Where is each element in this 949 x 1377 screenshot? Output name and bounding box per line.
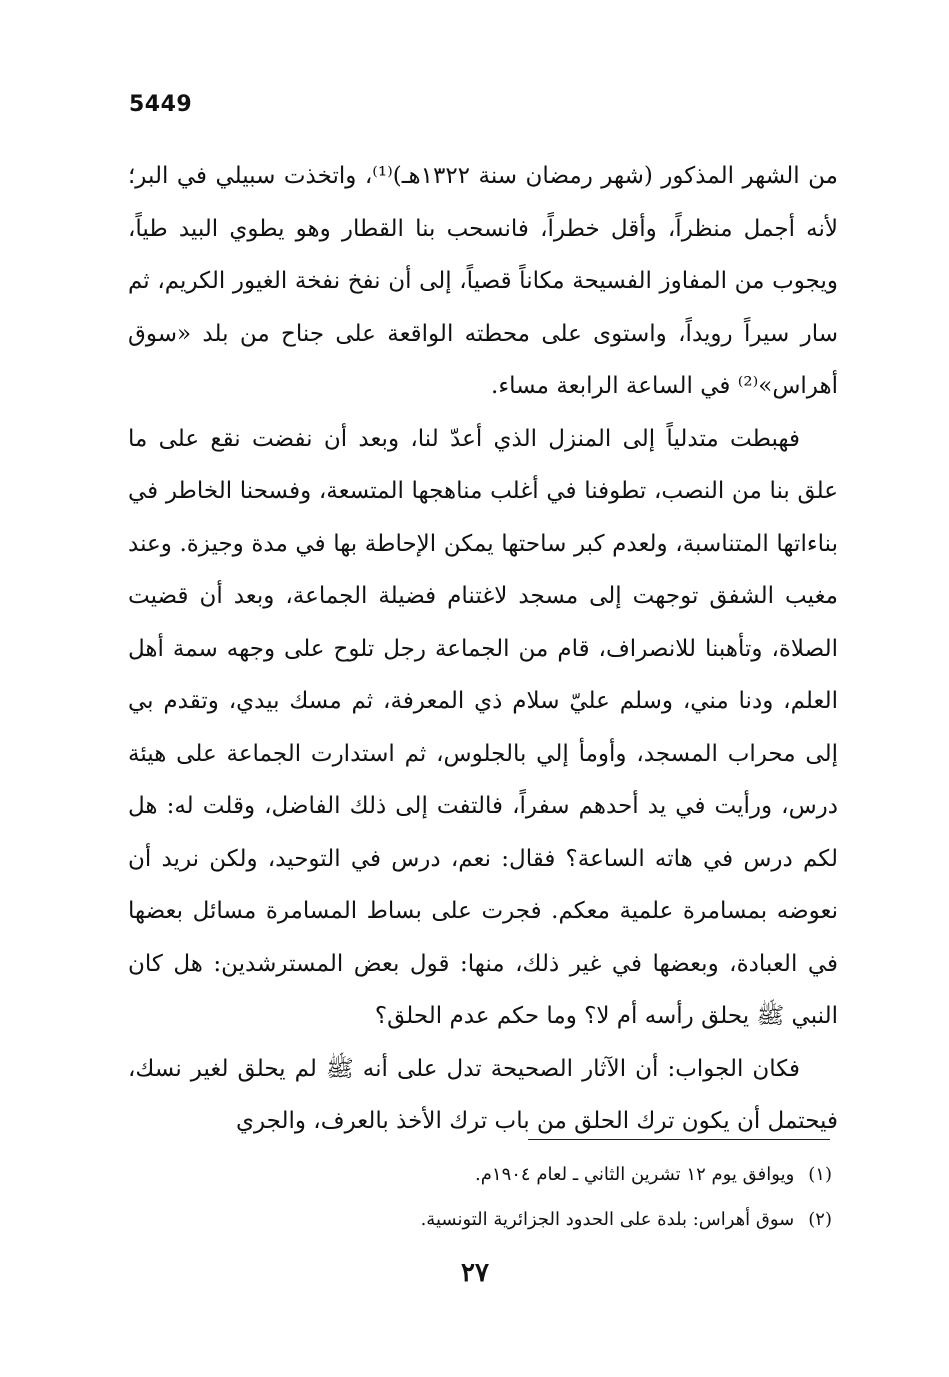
footnote-marker: (٢) [808,1209,832,1230]
page-number-top: 5449 [129,92,193,117]
footnote-text: ويوافق يوم ١٢ تشرين الثاني ـ لعام ١٩٠٤م. [475,1164,795,1185]
footnote-separator [528,1139,830,1140]
page-number-bottom: ٢٧ [461,1258,489,1288]
paragraph-2: فهبطت متدلياً إلى المنزل الذي أعدّ لنا، وبعد أن نفضت نقع على ما علق بنا من النصب، تطوفنا في أغلب مناهجها المتسعة، وفسحنا الخاطر في بناءاتها المتناسبة، ولعدم كبر ساحتها يمكن الإحاطة بها في مدة وجيزة. وعند مغيب الشفق توجهت إلى مسجد لاغتنام فضيلة الجماعة، وبعد أن قضيت الصلاة، وتأهبنا للانصراف، قام من الجماعة رجل تلوح على وجهه سمة أهل العلم، ودنا مني، وسلم عليّ سلام ذي المعرفة، ثم مسك بيدي، وتقدم بي إلى محراب المسجد، وأومأ إلي بالجلوس، ثم استدارت الجماعة على هيئة درس، ورأيت في يد أحدهم سفراً، فالتفت إلى ذلك الفاضل، وقلت له: هل لكم درس في هاته الساعة؟ فقال: نعم، درس في التوحيد، ولكن نريد أن نعوضه بمسامرة علمية معكم. فجرت على بساط المسامرة مسائل بعضها في العبادة، وبعضها في غير ذلك، منها: قول بعض المسترشدين: هل كان النبي ﷺ يحلق رأسه أم لا؟ وما حكم عدم الحلق؟ [128,425,838,1029]
body-text [128,150,838,1148]
footnote-marker: (١) [808,1164,832,1185]
footnote-text: سوق أهراس: بلدة على الحدود الجزائرية التونسية. [420,1209,795,1230]
footnotes [300,1152,832,1242]
paragraph-1: من الشهر المذكور (شهر رمضان سنة ١٣٢٢هـ)⁽¹⁾، واتخذت سبيلي في البر؛ لأنه أجمل منظراً، وأقل خطراً، فانسحب بنا القطار وهو يطوي البيد طياً، ويجوب من المفاوز الفسيحة مكاناً قصياً، إلى أن نفخ نفخة الغيور الكريم، ثم سار سيراً رويداً، واستوى على محطته الواقعة على جناح من بلد «سوق أهراس»⁽²⁾ في الساعة الرابعة مساء. [128,163,838,399]
footnote-2 [300,1197,832,1242]
paragraph-3: فكان الجواب: أن الآثار الصحيحة تدل على أنه ﷺ لم يحلق لغير نسك، فيحتمل أن يكون ترك الحلق من باب ترك الأخذ بالعرف، والجري [128,1055,838,1134]
footnote-1 [300,1152,832,1197]
